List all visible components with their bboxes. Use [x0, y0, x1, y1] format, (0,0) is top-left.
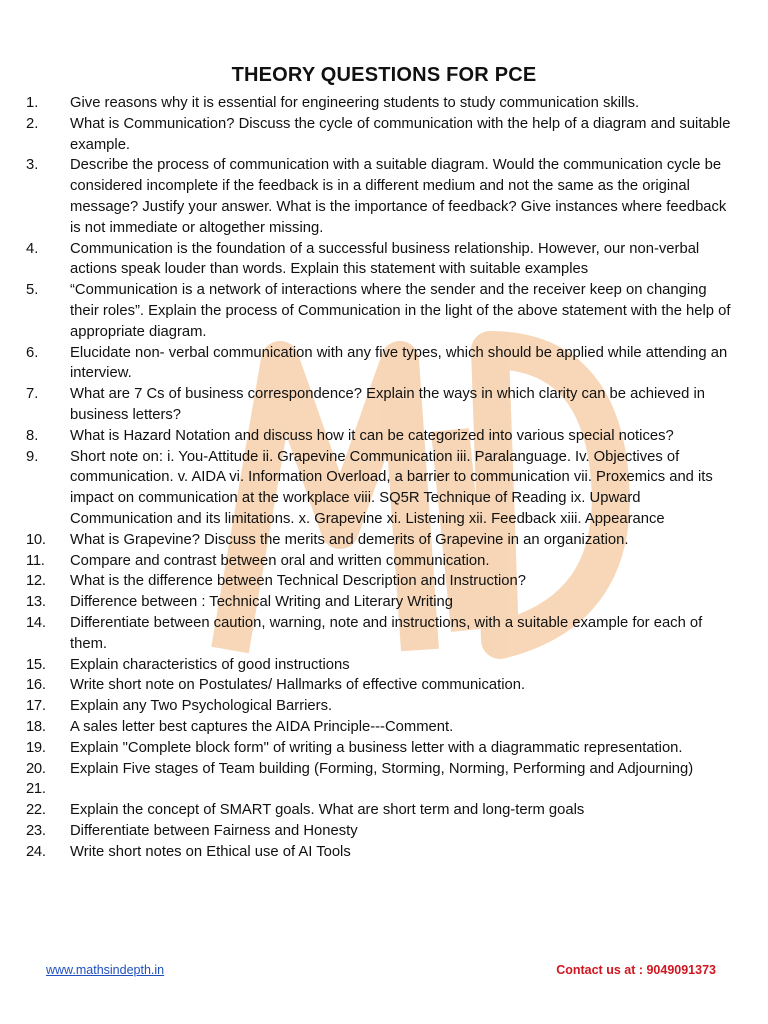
question-number: 18. — [26, 718, 46, 735]
question-number: 20. — [26, 760, 46, 777]
question-item — [26, 675, 738, 696]
question-number: 4. — [26, 240, 39, 257]
question-item — [26, 114, 738, 156]
contact-info: Contact us at : 9049091373 — [556, 963, 716, 977]
question-text: What is Hazard Notation and discuss how it can be categorized into various special notices? — [70, 427, 674, 444]
question-item — [26, 800, 738, 821]
question-text: Communication is the foundation of a successful business relationship. However, our non-verbal actions speak louder than words. Explain this statement with suitable examples — [70, 240, 700, 278]
question-number: 13. — [26, 594, 46, 611]
question-item — [26, 239, 738, 281]
question-item — [26, 821, 738, 842]
question-item — [26, 447, 738, 530]
question-text: What is Communication? Discuss the cycle of communication with the help of a diagram and suitable example. — [70, 115, 731, 153]
question-text: What is Grapevine? Discuss the merits and demerits of Grapevine in an organization. — [70, 531, 629, 548]
question-item — [26, 384, 738, 426]
question-item — [26, 842, 738, 863]
question-number: 5. — [26, 282, 39, 299]
question-number: 10. — [26, 531, 46, 548]
question-text: Short note on: i. You-Attitude ii. Grapevine Communication iii. Paralanguage. Iv. Objectives of communication. v. AIDA vi. Information Overload, a barrier to communication vii. Proxemics and its impact on communication at the workplace viii. SQ5R Technique of Reading ix. Upward Communication and its limitations. x. Grapevine xi. Listening xii. Feedback xiii. Appearance — [70, 448, 713, 527]
question-item — [26, 613, 738, 655]
question-text: A sales letter best captures the AIDA Principle---Comment. — [70, 718, 454, 735]
question-item — [26, 592, 738, 613]
question-item — [26, 655, 738, 676]
question-number: 22. — [26, 802, 46, 819]
question-text — [70, 779, 738, 800]
question-text: Elucidate non- verbal communication with any five types, which should be applied while attending an interview. — [70, 344, 728, 382]
question-item — [26, 426, 738, 447]
question-number: 2. — [26, 115, 39, 132]
question-number: 17. — [26, 698, 46, 715]
question-item — [26, 280, 738, 342]
question-item — [26, 779, 738, 800]
question-number: 19. — [26, 739, 46, 756]
question-text: Write short notes on Ethical use of AI Tools — [70, 843, 351, 860]
question-number: 11. — [26, 552, 45, 569]
question-number: 16. — [26, 677, 46, 694]
footer — [46, 963, 716, 981]
question-number: 9. — [26, 448, 39, 465]
question-item — [26, 738, 738, 759]
question-text: “Communication is a network of interactions where the sender and the receiver keep on changing their roles”. Explain the process of Communication in the light of the above statement with the help of appropriate diagram. — [70, 282, 731, 340]
question-text: Explain "Complete block form" of writing a business letter with a diagrammatic representation. — [70, 739, 683, 756]
question-number: 7. — [26, 386, 39, 403]
question-number: 21. — [26, 781, 46, 798]
question-number: 1. — [26, 95, 39, 111]
question-item — [26, 759, 738, 780]
question-text: Explain characteristics of good instructions — [70, 656, 350, 673]
question-text: Difference between : Technical Writing and Literary Writing — [70, 594, 453, 611]
question-text: Differentiate between Fairness and Honesty — [70, 822, 358, 839]
question-item — [26, 155, 738, 238]
website-link[interactable]: www.mathsindepth.in — [46, 963, 165, 977]
question-number: 12. — [26, 573, 46, 590]
question-text: What is the difference between Technical Description and Instruction? — [70, 573, 526, 590]
question-item — [26, 530, 738, 551]
question-number: 3. — [26, 157, 39, 174]
question-text: Explain the concept of SMART goals. What are short term and long-term goals — [70, 802, 585, 819]
question-text: Compare and contrast between oral and written communication. — [70, 552, 490, 569]
question-number: 8. — [26, 427, 39, 444]
question-item — [26, 571, 738, 592]
question-list — [26, 93, 738, 862]
question-number: 24. — [26, 843, 46, 860]
question-text: Explain any Two Psychological Barriers. — [70, 698, 333, 715]
question-text: Explain Five stages of Team building (Forming, Storming, Norming, Performing and Adjourning) — [70, 760, 694, 777]
question-text: Differentiate between caution, warning, note and instructions, with a suitable example for each of them. — [70, 614, 703, 652]
question-number: 14. — [26, 614, 46, 631]
question-number: 15. — [26, 656, 46, 673]
question-item — [26, 93, 738, 114]
question-item — [26, 343, 738, 385]
question-text: Write short note on Postulates/ Hallmarks of effective communication. — [70, 677, 526, 694]
question-item — [26, 696, 738, 717]
question-item — [26, 551, 738, 572]
page-title: THEORY QUESTIONS FOR PCE — [231, 64, 537, 86]
question-item — [26, 717, 738, 738]
question-number: 23. — [26, 822, 46, 839]
question-number: 6. — [26, 344, 39, 361]
question-text: What are 7 Cs of business correspondence? Explain the ways in which clarity can be achieved in business letters? — [70, 386, 705, 423]
question-text: Give reasons why it is essential for engineering students to study communication skills. — [70, 95, 640, 111]
question-text: Describe the process of communication with a suitable diagram. Would the communication cycle be considered incomplete if the feedback is in a different medium and not the same as the original message? Justify your answer. What is the importance of feedback? Give instances where feedback is not immediate or altogether missing. — [70, 157, 727, 236]
